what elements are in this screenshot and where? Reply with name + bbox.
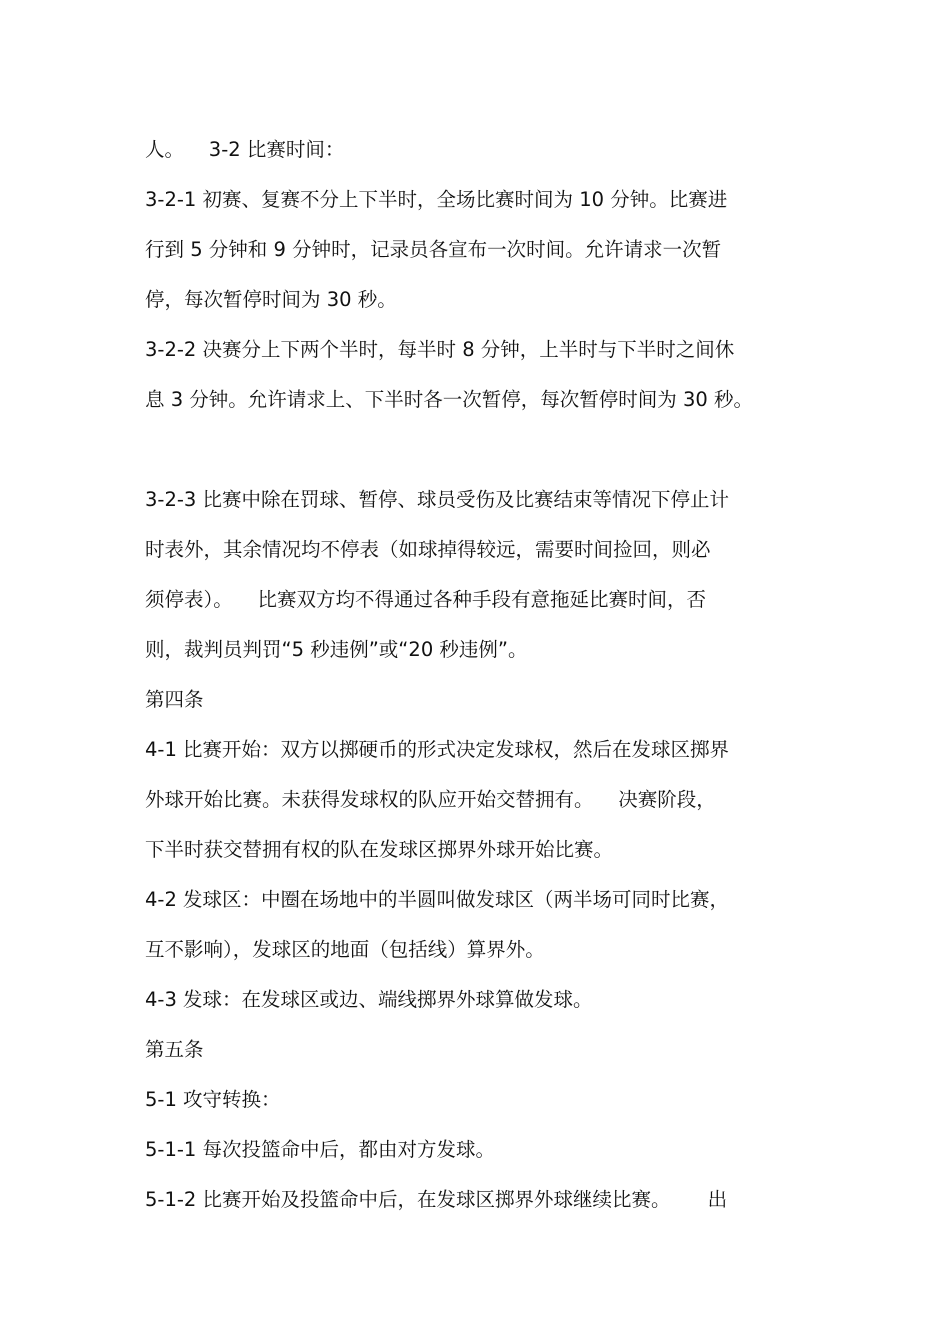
text-line-4-2-a: 4-2 发球区：中圈在场地中的半圆叫做发球区（两半场可同时比赛， — [145, 888, 730, 911]
heading-article-4: 第四条 — [145, 688, 204, 711]
text-line-3-2-2-a: 3-2-2 决赛分上下两个半时，每半时 8 分钟，上半时与下半时之间休 — [145, 338, 735, 361]
heading-article-5: 第五条 — [145, 1038, 204, 1061]
text-line-3-2-3-c: 须停表）。 比赛双方均不得通过各种手段有意拖延比赛时间，否 — [145, 588, 707, 611]
text-line-4-1-b: 外球开始比赛。未获得发球权的队应开始交替拥有。 决赛阶段， — [145, 788, 716, 811]
text-line-3-2-1-c: 停，每次暂停时间为 30 秒。 — [145, 288, 397, 311]
text-line-5-1-2: 5-1-2 比赛开始及投篮命中后，在发球区掷界外球继续比赛。 出 — [145, 1188, 728, 1211]
text-line-section-3-2-header: 人。 3-2 比赛时间： — [145, 138, 345, 161]
text-line-3-2-3-a: 3-2-3 比赛中除在罚球、暂停、球员受伤及比赛结束等情况下停止计 — [145, 488, 729, 511]
text-line-3-2-1-a: 3-2-1 初赛、复赛不分上下半时，全场比赛时间为 10 分钟。比赛进 — [145, 188, 728, 211]
text-line-4-2-b: 互不影响），发球区的地面（包括线）算界外。 — [145, 938, 545, 961]
text-line-3-2-3-d: 则，裁判员判罚“5 秒违例”或“20 秒违例”。 — [145, 638, 528, 661]
text-line-3-2-3-b: 时表外，其余情况均不停表（如球掉得较远，需要时间捡回，则必 — [145, 538, 711, 561]
text-line-4-3: 4-3 发球：在发球区或边、端线掷界外球算做发球。 — [145, 988, 593, 1011]
text-line-5-1-1: 5-1-1 每次投篮命中后，都由对方发球。 — [145, 1138, 495, 1161]
text-line-4-1-a: 4-1 比赛开始：双方以掷硬币的形式决定发球权，然后在发球区掷界 — [145, 738, 730, 761]
text-line-3-2-2-b: 息 3 分钟。允许请求上、下半时各一次暂停，每次暂停时间为 30 秒。 — [145, 388, 754, 411]
text-line-5-1: 5-1 攻守转换： — [145, 1088, 281, 1111]
text-line-3-2-1-b: 行到 5 分钟和 9 分钟时，记录员各宣布一次时间。允许请求一次暂 — [145, 238, 722, 261]
text-line-4-1-c: 下半时获交替拥有权的队在发球区掷界外球开始比赛。 — [145, 838, 614, 861]
